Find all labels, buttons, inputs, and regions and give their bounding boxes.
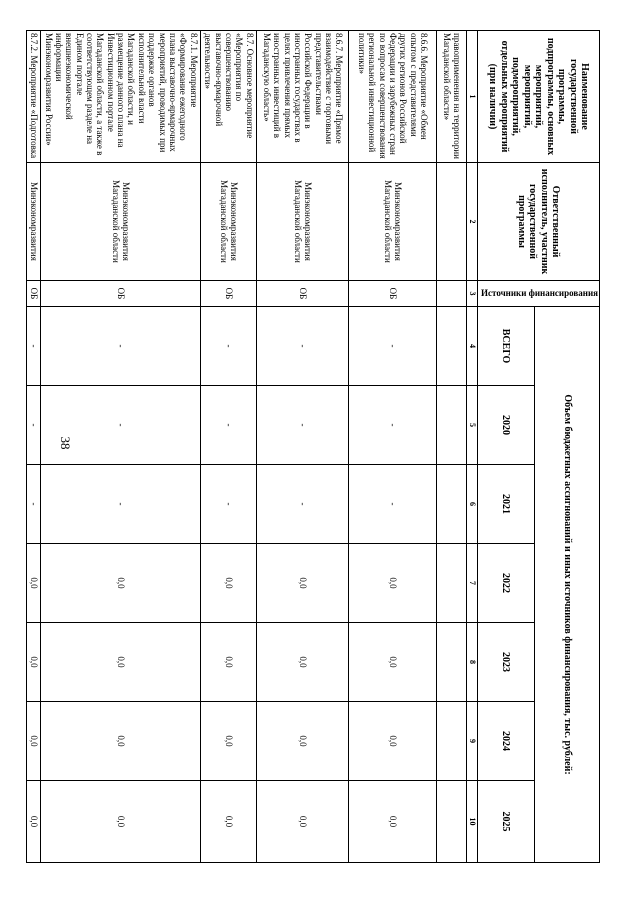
row-value: -	[27, 386, 41, 465]
row-value	[437, 307, 467, 386]
row-value: 0,0	[257, 781, 349, 863]
table-row	[437, 31, 467, 863]
row-value: 0,0	[41, 623, 201, 702]
row-value: -	[349, 307, 437, 386]
row-source: ОБ	[349, 281, 437, 307]
row-value: -	[257, 465, 349, 544]
header-name: Наименование государственной программы, подпрограммы, основных мероприятий, мероприятий, подмероприятий, отдельных мероприятий (при наличии)	[477, 31, 599, 163]
row-value: -	[349, 465, 437, 544]
row-name: 8.7.2. Мероприятие «Подготовка	[27, 31, 41, 163]
row-value: -	[41, 307, 201, 386]
header-executor: Ответственный исполнитель, участник государственной программы	[477, 163, 599, 281]
year-header: 2023	[477, 623, 534, 702]
row-value: -	[201, 386, 257, 465]
row-value: -	[257, 307, 349, 386]
row-value: -	[27, 465, 41, 544]
column-number: 1	[467, 31, 477, 163]
table-row	[41, 31, 201, 863]
row-source: ОБ	[27, 281, 41, 307]
row-value: -	[41, 386, 201, 465]
row-value	[437, 544, 467, 623]
row-executor: Минэкономразвития Магаданской области	[201, 163, 257, 281]
row-value: 0,0	[201, 623, 257, 702]
row-name: 8.6.7. Мероприятие «Прямое взаимодействие с торговыми представительствами Российской Федерации в иностранных государствах в целях привлечения прямых иностранных инвестиций в Магаданскую область»	[257, 31, 349, 163]
page-number: 38	[58, 436, 73, 450]
table-row	[27, 31, 41, 863]
row-value: 0,0	[27, 781, 41, 863]
row-value: 0,0	[349, 781, 437, 863]
row-value: 0,0	[349, 702, 437, 781]
row-value: 0,0	[349, 623, 437, 702]
row-value: 0,0	[201, 702, 257, 781]
row-value	[437, 702, 467, 781]
row-value: 0,0	[257, 544, 349, 623]
table-body	[27, 31, 467, 863]
row-value: 0,0	[41, 544, 201, 623]
row-value	[437, 386, 467, 465]
header-source	[477, 281, 599, 307]
row-name: 8.7. Основное мероприятие «Мероприятия по совершенствованию выставочно-ярмарочной деятельности»	[201, 31, 257, 163]
funding-table	[26, 30, 600, 863]
row-value: 0,0	[41, 702, 201, 781]
row-source	[437, 281, 467, 307]
year-header: 2022	[477, 544, 534, 623]
row-value: 0,0	[27, 623, 41, 702]
header-source-text: Источники финансирования	[481, 288, 598, 299]
column-number: 9	[467, 702, 477, 781]
column-number-row	[467, 31, 477, 863]
column-number: 3	[467, 281, 477, 307]
table-row	[349, 31, 437, 863]
year-header: 2020	[477, 386, 534, 465]
row-value: 0,0	[257, 702, 349, 781]
row-value: -	[41, 465, 201, 544]
row-value	[437, 623, 467, 702]
row-value: 0,0	[27, 544, 41, 623]
row-value: -	[349, 386, 437, 465]
header-funding: Объем бюджетных ассигнований и иных источников финансирования, тыс. рублей:	[534, 307, 599, 863]
year-header: ВСЕГО	[477, 307, 534, 386]
year-header: 2021	[477, 465, 534, 544]
row-value: 0,0	[257, 623, 349, 702]
year-header: 2025	[477, 781, 534, 863]
row-executor: Минэкономразвития Магаданской области	[41, 163, 201, 281]
row-value: 0,0	[41, 781, 201, 863]
row-value: 0,0	[27, 702, 41, 781]
column-number: 6	[467, 465, 477, 544]
column-number: 10	[467, 781, 477, 863]
row-source: ОБ	[257, 281, 349, 307]
row-value: 0,0	[349, 544, 437, 623]
row-value: -	[201, 307, 257, 386]
row-name: 8.7.1. Мероприятие «Формирование ежегодного плана выставочно-ярмарочных мероприятий, проводимых при поддержке органов исполнительной власти Магаданской области, и размещение данного плана на Инвестиционном портале Магаданской области, а также в соответствующем разделе на Едином портале внешнеэкономической информации Минэкономразвития России»	[41, 31, 201, 163]
column-number: 2	[467, 163, 477, 281]
row-source: ОБ	[201, 281, 257, 307]
row-value: 0,0	[201, 781, 257, 863]
row-executor	[437, 163, 467, 281]
row-source: ОБ	[41, 281, 201, 307]
column-number: 5	[467, 386, 477, 465]
row-value: -	[27, 307, 41, 386]
row-value: 0,0	[201, 544, 257, 623]
row-executor: Минэкономразвития Магаданской области	[257, 163, 349, 281]
row-value	[437, 465, 467, 544]
row-value: -	[201, 465, 257, 544]
column-number: 8	[467, 623, 477, 702]
column-number: 7	[467, 544, 477, 623]
row-name: правоприменения на территории Магаданской области»	[437, 31, 467, 163]
table-row	[257, 31, 349, 863]
row-executor: Минэкономразвития Магаданской области	[349, 163, 437, 281]
column-number: 4	[467, 307, 477, 386]
row-name: 8.6.6. Мероприятие «Обмен опытом с представителями других регионов Российской Федерации и зарубежных стран по вопросам совершенствования региональной инвестиционной политики»	[349, 31, 437, 163]
row-value: -	[257, 386, 349, 465]
row-executor: Минэкономразвития	[27, 163, 41, 281]
row-value	[437, 781, 467, 863]
year-header: 2024	[477, 702, 534, 781]
table-row	[201, 31, 257, 863]
